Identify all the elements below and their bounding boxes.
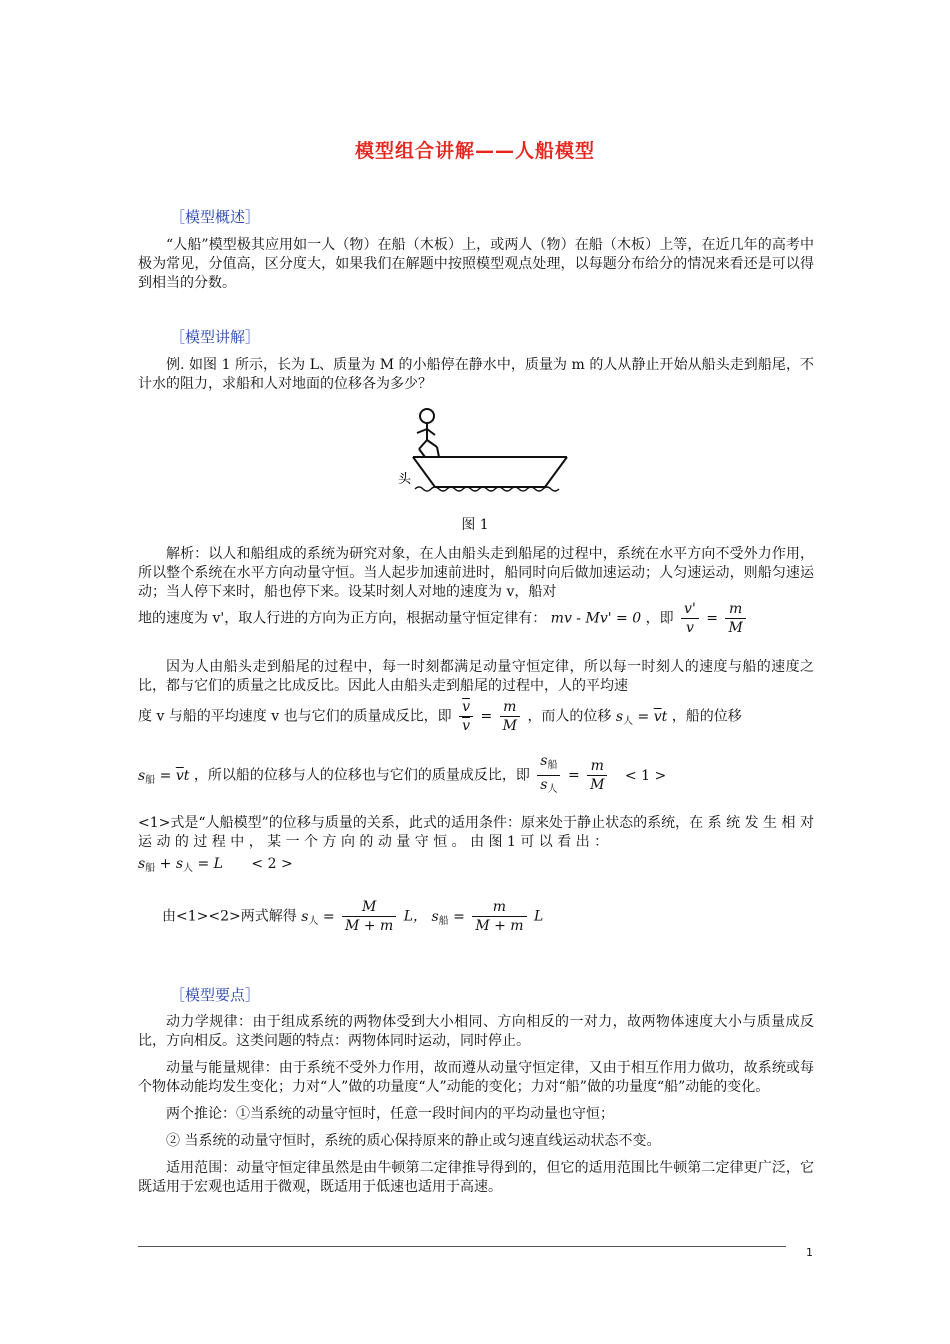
analysis-text-6: <1>式是“人船模型”的位移与质量的关系，此式的适用条件：原来处于静止状态的系统，在 系 统 发 生 相 对 运 动 的 过 程 中 ， 某 一 个 方 向 的 动 量 守 恒 。 由 图 1 可 以 看 出 ： — [138, 815, 814, 850]
boat-figure — [395, 405, 585, 500]
points-block — [138, 1013, 814, 1197]
analysis-line-2: 地的速度为 v'，取人行进的方向为正方向，根据动量守恒定律有： mv - Mv' = 0 ，即 $\frac{v'}{v}$ = $\frac{m}{M}$ — [138, 600, 818, 637]
solution-line: 由<1><2>两式解得 $s_人$ = $\frac{M}{M + m}$ L， $s_船$ = $\frac{m}{M + m}$ L — [162, 899, 544, 934]
velocity-ratio-fraction: $\frac{v'}{v}$ — [681, 600, 699, 637]
analysis-text-then: ，即 — [645, 610, 674, 627]
overview-text: “人船”模型极其应用如一人（物）在船（木板）上，或两人（物）在船（木板）上等，在近几年的高考中极为常见，分值高，区分度大，如果我们在解题中按照模型观点处理，以每题分布给分的情况来看还是可以得到相当的分数。 — [138, 237, 814, 291]
point-dynamics: 动力学规律：由于组成系统的两物体受到大小相同、方向相反的一对力，故两物体速度大小与质量成反比，方向相反。这类问题的特点：两物体同时运动，同时停止。 — [138, 1014, 814, 1049]
analysis-line-5: $s_船 = \overline{v}t$ ，所以船的位移与人的位移也与它们的质量成反比，即 $\frac{s_船}{s_人}$ = $\frac{m}{M}$ < 1 > — [138, 752, 818, 799]
avg-velocity-fraction: $\frac{\overline{v}}{v}$ — [459, 698, 473, 735]
section-heading-overview: ［模型概述］ — [170, 208, 261, 226]
analysis-text-4b: ，而人的位移 — [527, 708, 612, 725]
person-solution-fraction: $\frac{M}{M + m}$ — [342, 898, 396, 935]
equation-2-tag: < 2 > — [251, 856, 293, 872]
point-corollary-1: 两个推论：①当系统的动量守恒时，任意一段时间内的平均动量也守恒； — [166, 1106, 614, 1122]
footer-divider — [138, 1246, 786, 1247]
momentum-equation: mv - Mv' = 0 — [550, 610, 642, 627]
person-stick-figure — [417, 409, 439, 457]
analysis-paragraph-1 — [138, 545, 814, 602]
person-displacement-eq: $s_人 = \overline{v}t$ — [615, 708, 668, 727]
analysis-text-5b: ，所以船的位移与人的位移也与它们的质量成反比，即 — [193, 767, 530, 784]
sum-displacement-eq: $s_船 + s_人 = L$ — [138, 856, 223, 874]
point-scope: 适用范围：动量守恒定律虽然是由牛顿第二定律推导得到的，但它的适用范围比牛顿第二定律更广泛，它既适用于宏观也适用于微观，既适用于低速也适用于高速。 — [138, 1160, 814, 1195]
analysis-paragraph-3 — [138, 658, 814, 696]
boat-displacement-eq: $s_船 = \overline{v}t$ — [138, 767, 190, 786]
boat-head-label: 头 — [398, 472, 412, 487]
overview-paragraph — [138, 236, 814, 293]
document-title: 模型组合讲解——人船模型 — [354, 140, 595, 162]
analysis-text-4a: 度 v 与船的平均速度 v 也与它们的质量成反比，即 — [138, 708, 452, 725]
analysis-text-1: 解析：以人和船组成的系统为研究对象，在人由船头走到船尾的过程中，系统在水平方向不受外力作用，所以整个系统在水平方向动量守恒。当人起步加速前进时，船同时向后做加速运动；人匀速运动，则船匀速运动；当人停下来时，船也停下来。设某时刻人对地的速度为 v，船对 — [138, 546, 814, 600]
solution-text: 由<1><2>两式解得 — [162, 908, 297, 925]
boat-hull — [413, 457, 567, 487]
figure-caption: 图 1 — [461, 517, 489, 533]
section-heading-points: ［模型要点］ — [170, 986, 261, 1004]
displacement-ratio-fraction: $\frac{s_船}{s_人}$ — [537, 752, 560, 799]
analysis-text-4c: ，船的位移 — [671, 708, 742, 725]
analysis-text-2: 地的速度为 v'，取人行进的方向为正方向，根据动量守恒定律有： — [138, 610, 547, 627]
page-number: 1 — [806, 1246, 813, 1259]
analysis-line-4: 度 v 与船的平均速度 v 也与它们的质量成反比，即 $\frac{\overline{v}}{v}$ = $\frac{m}{M}$ ，而人的位移 $s_人 = \overline{v}t$ ，船的位移 — [138, 699, 742, 734]
section-heading-explain: ［模型讲解］ — [170, 328, 261, 346]
equation-2-line — [138, 856, 818, 874]
analysis-paragraph-6 — [138, 814, 814, 852]
analysis-text-3: 因为人由船头走到船尾的过程中，每一时刻都满足动量守恒定律，所以每一时刻人的速度与船的速度之比，都与它们的质量之比成反比。因此人由船头走到船尾的过程中，人的平均速 — [138, 659, 814, 694]
example-paragraph — [138, 356, 814, 394]
equation-1-tag: < 1 > — [624, 767, 667, 784]
point-corollary-2: ② 当系统的动量守恒时，系统的质心保持原来的静止或匀速直线运动状态不变。 — [166, 1133, 661, 1149]
point-momentum-energy: 动量与能量规律：由于系统不受外力作用，故而遵从动量守恒定律，又由于相互作用力做功，故系统或每个物体动能均发生变化；力对“人”做的功量度“人”动能的变化；力对“船”做的功量度“船”动能的变化。 — [138, 1060, 814, 1095]
avg-mass-fraction: $\frac{m}{M}$ — [500, 698, 520, 735]
mass-ratio-fraction: $\frac{m}{M}$ — [725, 600, 745, 637]
example-text: 例. 如图 1 所示，长为 L、质量为 M 的小船停在静水中，质量为 m 的人从静止开始从船头走到船尾，不计水的阻力，求船和人对地面的位移各为多少？ — [138, 357, 814, 392]
boat-solution-fraction: $\frac{m}{M + m}$ — [472, 898, 526, 935]
displacement-mass-fraction: $\frac{m}{M}$ — [587, 757, 607, 794]
